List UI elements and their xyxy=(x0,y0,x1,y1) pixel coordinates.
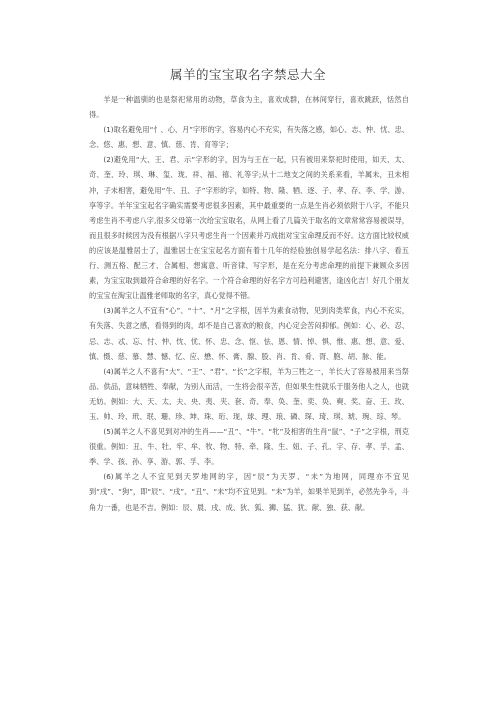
paragraph-intro: 羊是一种温驯的也是祭祀常用的动物，草食为主，喜欢成群，在林间穿行，喜欢跳跃，恬然自得。 xyxy=(89,95,409,120)
paragraph-6: (6)属羊之人不宜见到天罗地网的字，因“辰”为天罗、“未”为地网，同理亦不宜见到“戌”、“狗”，即“辰”、“戌”、“丑”、“未”均不宜见到。“未”为羊，如果羊见到羊，必然先争斗，斗角力一番，也是不吉。例如：辰、晨、戌、成、狄、狐、狮、猛、犹、献、独、获、献。 xyxy=(89,472,409,512)
paragraph-1: (1)取名避免用“忄、心、月”字形的字，容易内心不充实，有失落之感，如心、志、忡、忧、忠、念、悠、惠、想、意、慎、慈、肯、育等字； xyxy=(89,125,409,150)
paragraph-4: (4)属羊之人不喜有“大”、“王”、“君”、“长”之字根，羊为三牲之一，羊长大了容易被用来当祭品、供品，意味牺牲、奉献，为别人而活，一生将会很辛苦，但如果生性就乐于服务他人之人，也就无妨。例如：大、天、太、夫、央、夷、夹、套、奇、奉、奂、奎、奕、奂、奭、奖、奋、王、玫、玉、帅、玲、玳、珉、珊、珍、坤、珠、珩、现、球、理、琅、磷、琛、琦、琪、琥、琬、琮、琴。 xyxy=(89,366,409,421)
paragraph-3: (3)属羊之人不宜有“心”、“十”、“月”之字根，因羊为素食动物，见到肉类荤食，内心不充实，有失落、失意之感，看得到的肉，却不是自己喜欢的粮食，内心定会苦闷抑郁。例如：心、必、忍、忌、志、忒、忘、忖、忡、忱、忧、怀、忠、念、怄、怯、恩、情、悼、惧、惟、惠、想、意、爱、慎、慑、慈、慕、慧、憾、忆、应、懋、怀、膏、腺、股、肖、肯、肴、胥、胞、胡、脉、能。 xyxy=(89,306,409,361)
paragraph-5: (5)属羊之人不喜见到对冲的生肖——“丑”、“牛”、“牝”及相害的生肖“鼠”、“子”之字根，刑克很重。例如：丑、牛、牡、牢、牟、牧、物、特、牵、隆、生、妞、子、孔、字、存、孝、孚、孟、季、学、孩、孙、享、游、郭、孚、李。 xyxy=(89,427,409,467)
paragraph-2: (2)避免用“大、王、君、示”字形的字，因为与王在一起，只有被用来祭祀时使用，如天、太、奇、奎、玲、琪、琳、玺、珑、祥、福、禧、礼等字;从十二地支之间的关系来看，羊属未，丑未相冲，子未相害，避免用“牛、丑、子”字形的字，如特、物、隆、牺、逐、子、孝、存、李、学、游、享等字。羊年宝宝起名字确实需要考虑很多因素，其中最重要的一点是生肖必须依附于八字，不能只考虑生肖不考虑八字,很多父母第一次给宝宝取名，从网上看了几篇关于取名的文章常常容易被误导，而且很多时候因为没有根据八字只考虑生肖一个因素并巧成拙对宝宝命理反而不好。这方面比较权威的应该是温雅居士了，温雅居士在宝宝起名方面有着十几年的经验独创易学起名法：排八字、看五行、测五格、配三才、合属相、想寓意、听音律、写字形，是在充分考虑命理的前提下兼顾众多因素，为宝宝取到最符合命理的好名字。一个符合命理的好名字方可趋利避害，逢凶化吉！好几个朋友的宝宝在淘宝让温雅老师取的名字，真心觉得不错。 xyxy=(89,155,409,301)
document-title: 属羊的宝宝取名字禁忌大全 xyxy=(169,67,326,82)
document-body xyxy=(89,92,409,515)
